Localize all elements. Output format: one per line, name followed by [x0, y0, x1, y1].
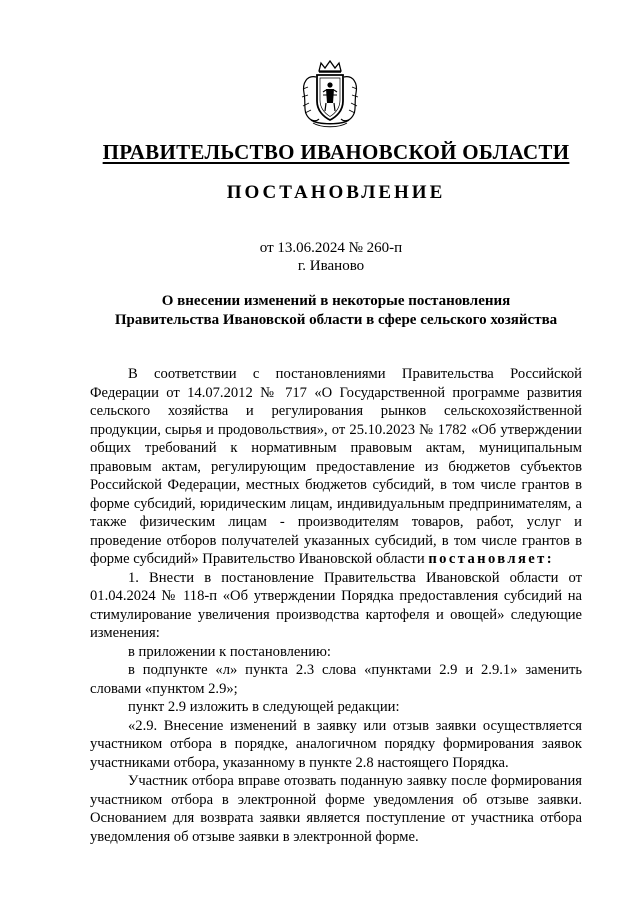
resolves-word: постановляет: [428, 551, 554, 567]
preamble-text: В соответствии с постановлениями Правительства Российской Федерации от 14.07.2012 № 717 «О Государственной программе развития сельского хозяйства и регулирования рынков сельскохозяйственной продукции, сырья и продовольствия», от 25.10.2023 № 1782 «Об утверждении общих требований к нормативным правовым актам, муниципальным правовым актам, регулирующим предоставление из бюджетов субъектов Российской Федерации, местных бюджетов субсидий, в том числе грантов в форме субсидий, юридическим лицам, индивидуальным предпринимателям, а также физическим лицам - производителям товаров, работ, услуг и проведение отборов получателей указанных субсидий, в том числе грантов в форме субсидий» Правительство Ивановской области [90, 366, 582, 567]
document-subject [90, 292, 582, 330]
organization-title: ПРАВИТЕЛЬСТВО ИВАНОВСКОЙ ОБЛАСТИ [102, 140, 570, 164]
item-1-paragraph: 1. Внести в постановление Правительства Ивановской области от 01.04.2024 № 118-п «Об утверждении Порядка предоставления субсидий на стимулирование увеличения производства картофеля и овощей» следующие изменения: [90, 569, 582, 641]
quote-paragraph-1: «2.9. Внесение изменений в заявку или отзыв заявки осуществляется участником отбора в порядке, аналогичном порядку формирования заявок участниками отбора, указанному в пункте 2.8 настоящего Порядка. [90, 717, 582, 771]
subpoint-paragraph: в подпункте «л» пункта 2.3 слова «пунктами 2.9 и 2.9.1» заменить словами «пунктом 2.9»; [90, 662, 582, 697]
coat-of-arms-icon [299, 59, 361, 129]
preamble-paragraph [90, 365, 582, 569]
subject-line-1: О внесении изменений в некоторые постановления [161, 293, 511, 309]
document-body [90, 365, 582, 846]
appendix-paragraph: в приложении к постановлению: [128, 643, 331, 660]
subject-line-2: Правительства Ивановской области в сфере сельского хозяйства [114, 312, 558, 328]
document-date-number: от 13.06.2024 № 260-п [259, 240, 403, 256]
document-city: г. Иваново [297, 258, 365, 274]
point-2-9-paragraph: пункт 2.9 изложить в следующей редакции: [128, 699, 400, 715]
document-type: ПОСТАНОВЛЕНИЕ [226, 182, 446, 203]
quote-paragraph-2: Участник отбора вправе отозвать поданную заявку после формирования участником отбора в электронной форме уведомления об отзыве заявки. Основанием для возврата заявки является поступление от участника отбора уведомления об отзыве заявки в электронной форме. [90, 773, 582, 845]
